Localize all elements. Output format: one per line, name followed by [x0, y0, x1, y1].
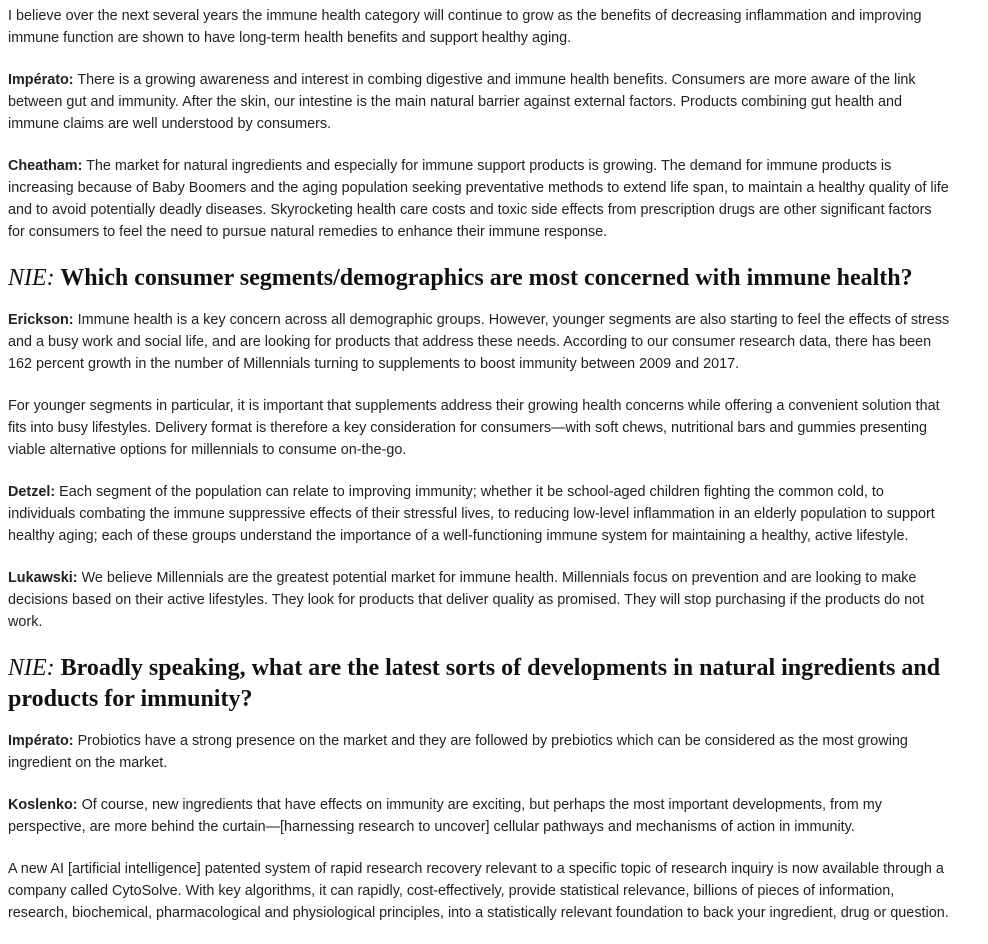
paragraph-text: Each segment of the population can relate to improving immunity; whether it be school-aged children fighting the common cold, to individuals combating the immune suppressive effects of their stressful lives, to reducing low-level inflammation in an elderly population to support healthy aging; each of these groups understand the importance of a well-functioning immune system for maintaining a healthy, active lifestyle. [8, 484, 935, 544]
question-text: Broadly speaking, what are the latest sorts of developments in natural ingredients and products for immunity? [8, 655, 941, 712]
speaker-name: Impérato: [8, 733, 74, 749]
speaker-name: Koslenko: [8, 797, 78, 813]
paragraph-text: Immune health is a key concern across all demographic groups. However, younger segments are also starting to feel the effects of stress and a busy work and social life, and are looking for products that address these needs. According to our consumer research data, there has been 162 percent growth in the number of Millennials turning to supplements to boost immunity between 2009 and 2017. [8, 312, 950, 372]
paragraph [8, 730, 950, 774]
paragraph-text: Probiotics have a strong presence on the market and they are followed by prebiotics which can be considered as the most growing ingredient on the market. [8, 733, 908, 771]
paragraph [8, 395, 950, 461]
paragraph [8, 794, 950, 838]
paragraph-text: A new AI [artificial intelligence] patented system of rapid research recovery relevant to a specific topic of research inquiry is now available through a company called CytoSolve. With key algorithms, it can rapidly, cost-effectively, provide statistical relevance, billions of pieces of information, research, biochemical, pharmacological and physiological principles, into a statistically relevant foundation to back your ingredient, drug or question. [8, 861, 949, 921]
paragraph [8, 481, 950, 547]
paragraph [8, 309, 950, 375]
question-asker: NIE: [8, 265, 55, 291]
speaker-name: Lukawski: [8, 570, 78, 586]
speaker-name: Cheatham: [8, 158, 83, 174]
paragraph-text: We believe Millennials are the greatest potential market for immune health. Millennials focus on prevention and are looking to make decisions based on their active lifestyles. They look for products that deliver quality as promised. They will stop purchasing if the products do not work. [8, 570, 925, 630]
speaker-name: Erickson: [8, 312, 74, 328]
paragraph-text: For younger segments in particular, it is important that supplements address their growing health concerns while offering a convenient solution that fits into busy lifestyles. Delivery format is therefore a key consideration for consumers—with soft chews, nutritional bars and gummies presenting viable alternative options for millennials to consume on-the-go. [8, 398, 940, 458]
question-asker: NIE: [8, 655, 55, 681]
interview-question-heading [8, 263, 950, 294]
paragraph [8, 858, 950, 924]
paragraph [8, 155, 950, 243]
question-text: Which consumer segments/demographics are most concerned with immune health? [54, 265, 913, 291]
paragraph [8, 5, 950, 49]
speaker-name: Impérato: [8, 72, 74, 88]
paragraph-text: I believe over the next several years the immune health category will continue to grow as the benefits of decreasing inflammation and improving immune function are shown to have long-term health benefits and support healthy aging. [8, 8, 922, 46]
paragraph-text: There is a growing awareness and interest in combing digestive and immune health benefits. Consumers are more aware of the link between gut and immunity. After the skin, our intestine is the main natural barrier against external factors. Products combining gut health and immune claims are well understood by consumers. [8, 72, 916, 132]
paragraph [8, 567, 950, 633]
paragraph [8, 69, 950, 135]
speaker-name: Detzel: [8, 484, 56, 500]
interview-question-heading [8, 653, 950, 715]
article-body [8, 5, 950, 944]
paragraph-text: The market for natural ingredients and especially for immune support products is growing. The demand for immune products is increasing because of Baby Boomers and the aging population seeking preventative methods to extend life span, to maintain a healthy quality of life and to avoid potentially deadly diseases. Skyrocketing health care costs and toxic side effects from prescription drugs are other significant factors for consumers to feel the need to pursue natural remedies to enhance their immune response. [8, 158, 949, 240]
paragraph-text: Of course, new ingredients that have effects on immunity are exciting, but perhaps the most important developments, from my perspective, are more behind the curtain—[harnessing research to uncover] cellular pathways and mechanisms of action in immunity. [8, 797, 882, 835]
